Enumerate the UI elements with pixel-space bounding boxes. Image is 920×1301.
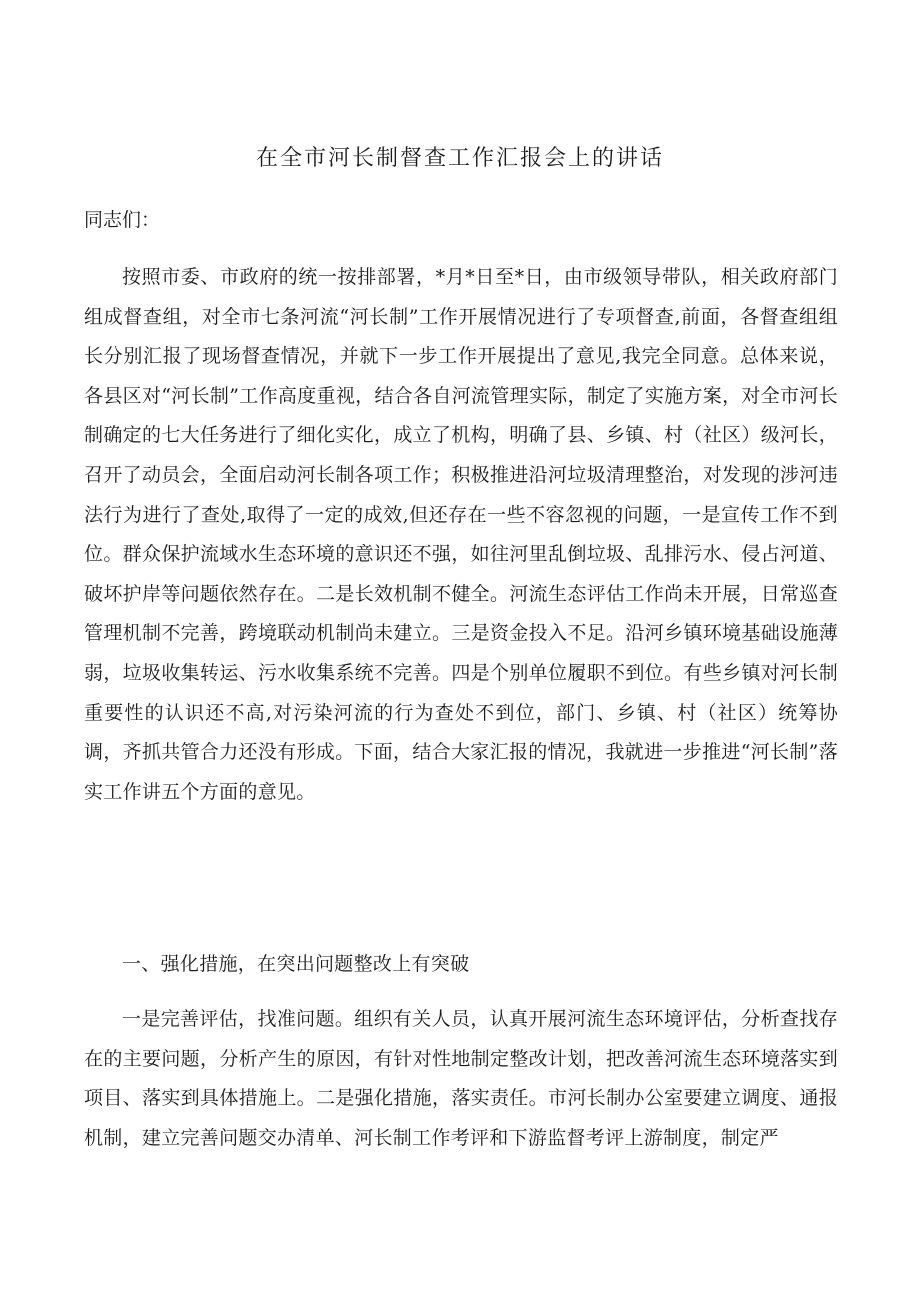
document-title: 在全市河长制督查工作汇报会上的讲话 [255,146,664,171]
body-paragraph-1: 按照市委、市政府的统一按排部署，*月*日至*日，由市级领导带队，相关政府部门组成督查组，对全市七条河流“河长制”工作开展情况进行了专项督查,前面，各督查组组长分别汇报了现场督查情况，并就下一步工作开展提出了意见,我完全同意。总体来说，各县区对“河长制”工作高度重视，结合各自河流管理实际，制定了实施方案，对全市河长制确定的七大任务进行了细化实化，成立了机构，明确了县、乡镇、村（社区）级河长，召开了动员会，全面启动河长制各项工作；积极推进沿河垃圾清理整治，对发现的涉河违法行为进行了查处,取得了一定的成效,但还存在一些不容忽视的问题，一是宣传工作不到位。群众保护流域水生态环境的意识还不强，如往河里乱倒垃圾、乱排污水、侵占河道、破坏护岸等问题依然存在。二是长效机制不健全。河流生态评估工作尚未开展，日常巡查管理机制不完善，跨境联动机制尚未建立。三是资金投入不足。沿河乡镇环境基础设施薄弱，垃圾收集转运、污水收集系统不完善。四是个别单位履职不到位。有些乡镇对河长制重要性的认识还不高,对污染河流的行为查处不到位，部门、乡镇、村（社区）统筹协调，齐抓共管合力还没有形成。下面，结合大家汇报的情况，我就进一步推进“河长制”落实工作讲五个方面的意见。 [84,266,838,803]
section-heading-1: 一、强化措施，在突出问题整改上有突破 [122,953,470,975]
body-paragraph-2: 一是完善评估，找准问题。组织有关人员，认真开展河流生态环境评估，分析查找存在的主要问题，分析产生的原因，有针对性地制定整改计划，把改善河流生态环境落实到项目、落实到具体措施上。二是强化措施，落实责任。市河长制办公室要建立调度、通报机制，建立完善问题交办清单、河长制工作考评和下游监督考评上游制度，制定严 [84,1008,838,1149]
salutation: 同志们： [84,209,161,231]
